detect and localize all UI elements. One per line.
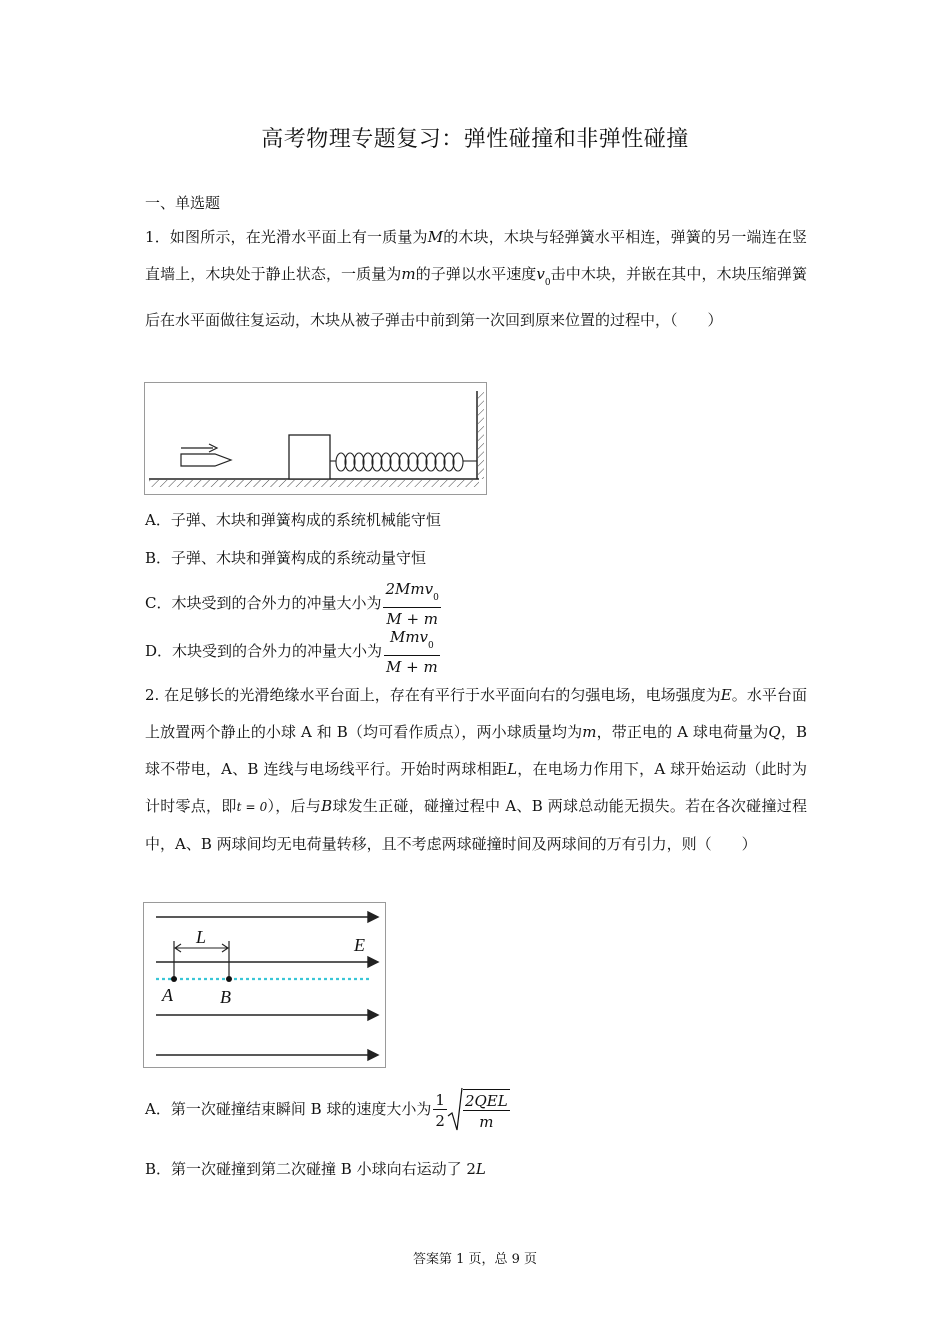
- bullet: [181, 454, 231, 466]
- q1-option-d-fraction: $\frac{Mmv_0}{M + m}$: [386, 628, 438, 676]
- q1-v0: $v_0$: [536, 265, 551, 288]
- q1-option-a[interactable]: A．子弹、木块和弹簧构成的系统机械能守恒: [145, 511, 441, 529]
- spring-block-diagram: [145, 383, 486, 494]
- q2-var-L: L: [507, 760, 518, 778]
- q2-text-d: ，B 球不带电，A、B 连线与电场线平行。开始时两球相距: [145, 723, 807, 778]
- label-B: B: [220, 987, 231, 1007]
- page-title: 高考物理专题复习：弹性碰撞和非弹性碰撞: [261, 127, 689, 152]
- q2-sqrt: [447, 1086, 510, 1134]
- electric-field-diagram: [144, 903, 385, 1067]
- q1-option-d-text: D．木块受到的合外力的冲量大小为: [145, 642, 383, 660]
- q1-text-a: 1．如图所示，在光滑水平面上有一质量为: [145, 228, 428, 246]
- q2-option-b[interactable]: [145, 1158, 486, 1179]
- q2-var-E: E: [720, 686, 732, 704]
- q2-text-a: 2. 在足够长的光滑绝缘水平台面上，存在有平行于水平面向右的匀强电场，电场强度为: [145, 686, 721, 704]
- q1-var-m: m: [401, 265, 416, 283]
- q1-option-b[interactable]: B．子弹、木块和弹簧构成的系统动量守恒: [145, 549, 427, 567]
- q1-option-c[interactable]: [145, 580, 441, 628]
- q2-half-fraction: $\frac{1}{2}$: [435, 1090, 445, 1130]
- spring: [330, 453, 477, 471]
- q1-text-c: 的子弹以水平速度: [415, 265, 537, 283]
- q1-text-b: 的木块，木块与轻弹簧水平相连，弹簧的另一端连在竖直墙上，木块处于静止状态，一质量为: [145, 228, 808, 283]
- q2-option-b-text: B．第一次碰撞到第二次碰撞 B 小球向右运动了 2: [145, 1160, 476, 1178]
- ground-hatch: [149, 480, 479, 487]
- page-footer: 答案第 1 页，总 9 页: [412, 1252, 538, 1267]
- q1-option-d[interactable]: [145, 628, 440, 676]
- q2-option-a-text: A．第一次碰撞结束瞬间 B 球的速度大小为: [145, 1100, 432, 1118]
- q2-text-g: 球发生正碰，碰撞过程中 A、B 两球总动能无损失。若在各次碰撞过程中，A、B 两球间均无电荷量转移，且不考虑两球碰撞时间及两球间的万有引力，则（ ）: [145, 797, 807, 853]
- spring-block-figure: [144, 382, 487, 495]
- q2-sqrt-fraction: $\frac{\text{2QEL}}{m}$: [463, 1089, 510, 1131]
- wall-hatch: [478, 391, 484, 479]
- q2-text-e: ，在电场力作用下，A 球开始运动（此时为计时零点，即: [145, 760, 807, 815]
- q2-option-b-var: L: [475, 1160, 486, 1178]
- q1-option-c-text: C．木块受到的合外力的冲量大小为: [145, 594, 382, 612]
- q2-t-eq: t = 0: [236, 800, 268, 814]
- q2-option-a[interactable]: [145, 1086, 510, 1134]
- ball-a: [171, 976, 177, 982]
- q2-text-f: ），后与: [267, 797, 322, 815]
- q2-text-c: ，带正电的 A 球电荷量为: [596, 723, 769, 741]
- label-E: E: [354, 935, 365, 955]
- q1-option-c-fraction: $\frac{2Mmv_0}{M + m}$: [385, 580, 439, 628]
- q1-text-d: 击中木块，并嵌在其中，木块压缩弹簧后在水平面做往复运动，木块从被子弹击中前到第一次回到原来位置的过程中，（ ）: [145, 265, 807, 329]
- q2-text-b: 。水平台面上放置两个静止的小球 A 和 B（均可看作质点），两小球质量均为: [145, 686, 807, 741]
- electric-field-figure: [143, 902, 386, 1068]
- question-1-text: [145, 219, 807, 339]
- q2-var-Q: Q: [768, 723, 781, 741]
- section-heading: 一、单选题: [145, 194, 221, 212]
- q2-var-B: B: [321, 797, 333, 815]
- block: [289, 435, 330, 479]
- question-2-text: [145, 677, 807, 863]
- ball-b: [226, 976, 232, 982]
- q2-var-m: m: [582, 723, 597, 741]
- label-A: A: [162, 985, 173, 1005]
- label-L: L: [196, 927, 207, 947]
- q1-var-M: M: [427, 228, 444, 246]
